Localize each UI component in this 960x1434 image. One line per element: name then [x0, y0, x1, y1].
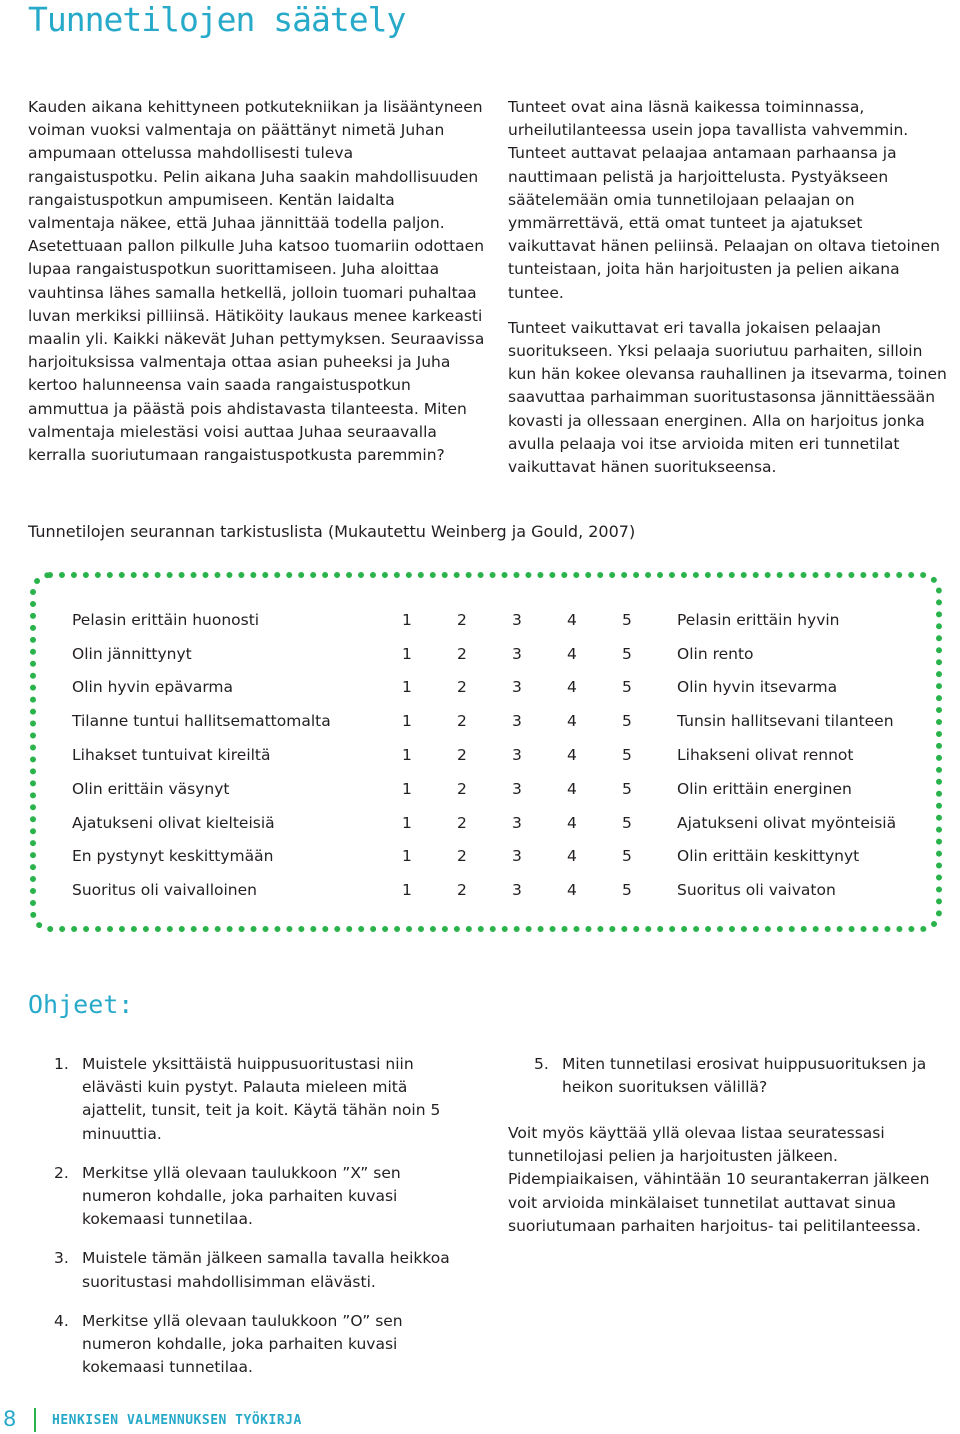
step-text: Miten tunnetilasi erosivat huippusuorituksen ja heikon suorituksen välillä?: [562, 1055, 927, 1097]
negative-state-label: Olin jännittynyt: [72, 644, 192, 663]
step-number: 3.: [54, 1249, 69, 1268]
positive-state-label: Pelasin erittäin hyvin: [677, 610, 840, 629]
scale-value-1[interactable]: 1: [402, 813, 412, 832]
scale-value-5[interactable]: 5: [622, 678, 632, 697]
intro-left-column: [28, 96, 486, 467]
step-text: Muistele yksittäistä huippusuoritustasi niin elävästi kuin pystyt. Palauta mieleen mitä ajattelit, tunsit, teit ja koit. Käytä tähän noin 5 minuuttia.: [82, 1055, 441, 1143]
checklist-row: [72, 603, 896, 637]
scale-value-3[interactable]: 3: [512, 678, 522, 697]
scale-value-3[interactable]: 3: [512, 644, 522, 663]
scale-value-4[interactable]: 4: [567, 644, 577, 663]
checklist-row: [72, 637, 896, 671]
scale-value-4[interactable]: 4: [567, 610, 577, 629]
scale-value-5[interactable]: 5: [622, 712, 632, 731]
negative-state-label: Pelasin erittäin huonosti: [72, 610, 260, 629]
instruction-step: [54, 1310, 474, 1380]
instruction-steps: [54, 1053, 474, 1379]
step-number: 4.: [54, 1311, 69, 1330]
scale-value-5[interactable]: 5: [622, 847, 632, 866]
scale-value-2[interactable]: 2: [457, 678, 467, 697]
scale-value-1[interactable]: 1: [402, 779, 412, 798]
scale-value-2[interactable]: 2: [457, 813, 467, 832]
step-number: 5.: [534, 1055, 549, 1073]
step-text: Muistele tämän jälkeen samalla tavalla heikkoa suoritustasi mahdollisimman elävästi.: [82, 1249, 450, 1291]
step-number: 1.: [54, 1055, 69, 1073]
scale-value-3[interactable]: 3: [512, 610, 522, 629]
negative-state-label: Suoritus oli vaivalloinen: [72, 881, 257, 900]
scale-value-1[interactable]: 1: [402, 678, 412, 697]
intro-paragraph: Tunteet vaikuttavat eri tavalla jokaisen pelaajan suoritukseen. Yksi pelaaja suoriutuu parhaiten, silloin kun hän kokee olevansa rauhallinen ja itsevarma, toinen saavuttaa parhaimman suoritustasonsa jännittäessään kovasti ja ollessaan energinen. Alla on harjoitus jonka avulla pelaaja voi itse arvioida miten eri tunnetilat vaikuttavat hänen suoritukseensa.: [508, 318, 947, 477]
instructions-extra-paragraph: Voit myös käyttää yllä olevaa listaa seuratessasi tunnetilojasi pelien ja harjoitusten jälkeen. Pidempiaikaisen, vähintään 10 seurantakerran jälkeen voit arvioida minkälaiset tunnetilat auttavat sinua suoriutumaan parhaiten harjoitus- tai pelitilanteessa.: [508, 1124, 930, 1235]
checklist-row: [72, 704, 896, 738]
scale-value-4[interactable]: 4: [567, 746, 577, 765]
scale-value-4[interactable]: 4: [567, 813, 577, 832]
positive-state-label: Lihakseni olivat rennot: [677, 746, 854, 765]
scale-value-1[interactable]: 1: [402, 610, 412, 629]
positive-state-label: Suoritus oli vaivaton: [677, 881, 836, 900]
page-number: 8: [3, 1407, 17, 1431]
scale-value-3[interactable]: 3: [512, 779, 522, 798]
scale-value-3[interactable]: 3: [512, 746, 522, 765]
scale-value-3[interactable]: 3: [512, 813, 522, 832]
negative-state-label: Tilanne tuntui hallitsemattomalta: [72, 712, 331, 731]
negative-state-label: Ajatukseni olivat kielteisiä: [72, 813, 275, 832]
scale-value-1[interactable]: 1: [402, 847, 412, 866]
scale-value-1[interactable]: 1: [402, 712, 412, 731]
negative-state-label: Olin hyvin epävarma: [72, 678, 234, 697]
scale-value-3[interactable]: 3: [512, 847, 522, 866]
positive-state-label: Olin rento: [677, 644, 754, 663]
intro-paragraph: Tunteet ovat aina läsnä kaikessa toiminnassa, urheilutilanteessa usein jopa tavallista vahvemmin. Tunteet auttavat pelaajaa antamaan parhaansa ja nauttimaan pelistä ja harjoittelusta. Pystyäkseen säätelemään omia tunnetilojaan pelaajan on ymmärrettävä, että omat tunteet ja ajatukset vaikuttavat hänen peliinsä. Pelaajan on oltava tietoinen tunteistaan, joita hän harjoitusten ja pelien aikana tuntee.: [508, 98, 940, 302]
scale-value-5[interactable]: 5: [622, 881, 632, 900]
scale-value-2[interactable]: 2: [457, 644, 467, 663]
instruction-step: [54, 1247, 474, 1293]
negative-state-label: Olin erittäin väsynyt: [72, 779, 230, 798]
scale-value-5[interactable]: 5: [622, 779, 632, 798]
negative-state-label: En pystynyt keskittymään: [72, 847, 274, 866]
checklist-row: [72, 671, 896, 705]
checklist-row: [72, 772, 896, 806]
checklist-box: [30, 572, 942, 932]
step-number: 2.: [54, 1163, 69, 1182]
scale-value-2[interactable]: 2: [457, 881, 467, 900]
positive-state-label: Ajatukseni olivat myönteisiä: [677, 813, 897, 832]
footer-divider: [34, 1408, 36, 1432]
checklist-row: [72, 806, 896, 840]
checklist-table: [72, 603, 896, 907]
scale-value-2[interactable]: 2: [457, 746, 467, 765]
scale-value-1[interactable]: 1: [402, 644, 412, 663]
step-text: Merkitse yllä olevaan taulukkoon ”O” sen numeron kohdalle, joka parhaiten kuvasi kokemaasi tunnetilaa.: [82, 1311, 403, 1377]
positive-state-label: Olin erittäin energinen: [677, 779, 852, 798]
scale-value-5[interactable]: 5: [622, 644, 632, 663]
scale-value-4[interactable]: 4: [567, 678, 577, 697]
scale-value-4[interactable]: 4: [567, 847, 577, 866]
intro-paragraph: Kauden aikana kehittyneen potkutekniikan ja lisääntyneen voiman vuoksi valmentaja on päättänyt nimetä Juhan ampumaan ottelussa mahdollisesti tuleva rangaistuspotku. Pelin aikana Juha saakin mahdollisuuden rangaistuspotkun ampumiseen. Kentän laidalta valmentaja näkee, että Juhaa jännittää todella paljon. Asetettuaan pallon pilkulle Juha katsoo tuomariin odottaen lupaa rangaistuspotkun suorittamiseen. Juha aloittaa vauhtinsa lähes samalla hetkellä, jolloin tuomari puhaltaa luvan merkiksi pilliinsä. Hätiköity laukaus menee karkeasti maalin yli. Kaikki näkevät Juhan pettymyksen. Seuraavissa harjoituksissa valmentaja ottaa asian puheeksi ja Juha kertoo halunneensa vain saada rangaistuspotkun ammuttua ja päästä pois ahdistavasta tilanteesta. Miten valmentaja mielestäsi voisi auttaa Juhaa seuraavalla kerralla suoriutumaan rangaistuspotkusta paremmin?: [28, 98, 485, 465]
scale-value-5[interactable]: 5: [622, 746, 632, 765]
scale-value-4[interactable]: 4: [567, 712, 577, 731]
scale-value-3[interactable]: 3: [512, 712, 522, 731]
scale-value-3[interactable]: 3: [512, 881, 522, 900]
step-text: Merkitse yllä olevaan taulukkoon ”X” sen numeron kohdalle, joka parhaiten kuvasi kokemaasi tunnetilaa.: [82, 1163, 401, 1229]
book-title: HENKISEN VALMENNUKSEN TYÖKIRJA: [52, 1413, 302, 1428]
instruction-step: [54, 1162, 474, 1232]
scale-value-1[interactable]: 1: [402, 746, 412, 765]
positive-state-label: Olin erittäin keskittynyt: [677, 847, 860, 866]
positive-state-label: Olin hyvin itsevarma: [677, 678, 838, 697]
scale-value-2[interactable]: 2: [457, 712, 467, 731]
negative-state-label: Lihakset tuntuivat kireiltä: [72, 746, 271, 765]
instruction-step: [534, 1053, 954, 1099]
instruction-step: [54, 1053, 474, 1146]
instructions-title: Ohjeet:: [28, 990, 134, 1019]
scale-value-5[interactable]: 5: [622, 813, 632, 832]
page-title: Tunnetilojen säätely: [28, 0, 406, 39]
page-footer: [0, 1404, 400, 1434]
checklist-row: [72, 738, 896, 772]
scale-value-4[interactable]: 4: [567, 881, 577, 900]
scale-value-2[interactable]: 2: [457, 847, 467, 866]
positive-state-label: Tunsin hallitsevani tilanteen: [677, 712, 894, 731]
scale-value-1[interactable]: 1: [402, 881, 412, 900]
scale-value-4[interactable]: 4: [567, 779, 577, 798]
intro-right-column: [508, 96, 948, 479]
checklist-title: Tunnetilojen seurannan tarkistuslista (Mukautettu Weinberg ja Gould, 2007): [28, 522, 636, 541]
scale-value-5[interactable]: 5: [622, 610, 632, 629]
instruction-steps-right: [534, 1053, 954, 1099]
scale-value-2[interactable]: 2: [457, 610, 467, 629]
checklist-row: [72, 873, 896, 907]
scale-value-2[interactable]: 2: [457, 779, 467, 798]
checklist-row: [72, 840, 896, 874]
